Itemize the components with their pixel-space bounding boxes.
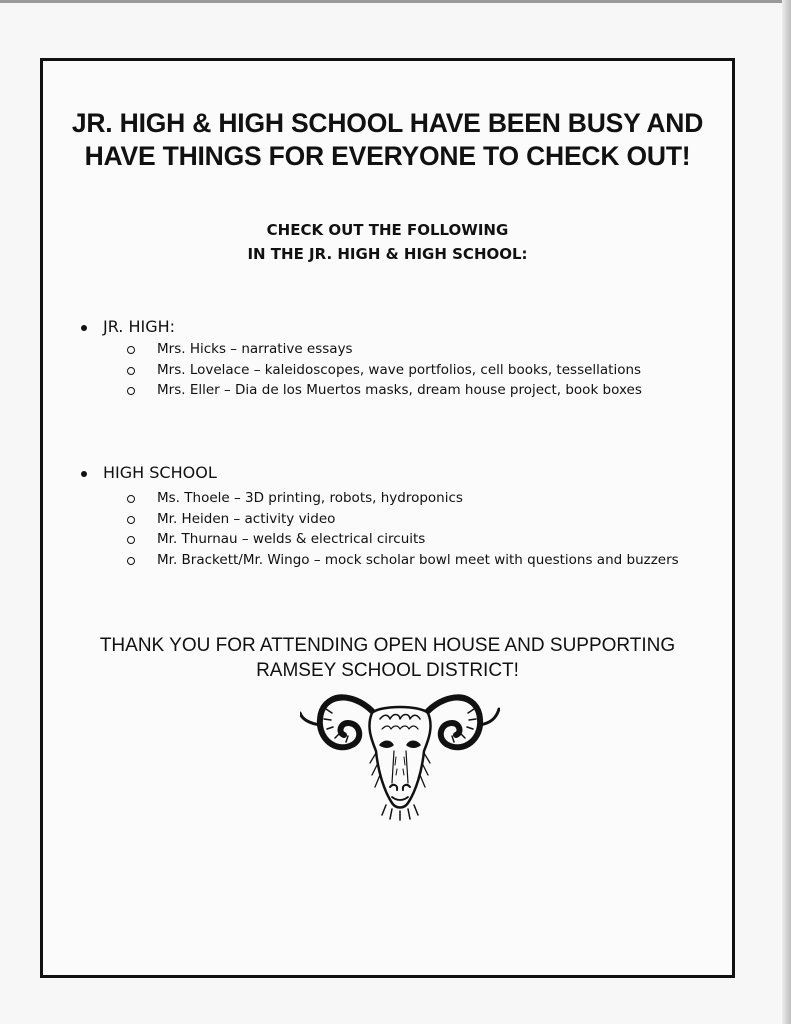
bullet-icon — [81, 471, 87, 477]
scan-edge-right — [782, 0, 791, 1024]
closing-message — [43, 633, 732, 683]
flyer-subheading-line: CHECK OUT THE FOLLOWING — [266, 221, 509, 239]
list-item — [127, 339, 642, 360]
bullet-icon — [81, 325, 87, 331]
section-heading-label: HIGH SCHOOL — [103, 463, 217, 482]
ram-head-icon — [300, 679, 500, 821]
hollow-bullet-icon — [127, 536, 135, 544]
list-item — [127, 509, 679, 530]
hollow-bullet-icon — [127, 387, 135, 395]
hollow-bullet-icon — [127, 516, 135, 524]
list-item-label: Mrs. Lovelace – kaleidoscopes, wave portfolios, cell books, tessellations — [157, 361, 642, 378]
section-jr-high — [81, 316, 642, 401]
section-heading — [81, 462, 679, 484]
section-heading — [81, 316, 642, 338]
scan-edge-top — [0, 0, 791, 3]
hollow-bullet-icon — [127, 346, 135, 354]
flyer-subheading — [43, 218, 732, 266]
flyer-sheet — [40, 58, 735, 978]
closing-line: RAMSEY SCHOOL DISTRICT! — [256, 660, 519, 681]
list-item — [127, 488, 679, 509]
hollow-bullet-icon — [127, 557, 135, 565]
list-item-label: Mr. Brackett/Mr. Wingo – mock scholar bowl meet with questions and buzzers — [157, 551, 679, 568]
section-high-school — [81, 462, 679, 570]
list-item-label: Mr. Heiden – activity video — [157, 510, 336, 527]
list-item-label: Mr. Thurnau – welds & electrical circuits — [157, 531, 426, 547]
list-item-label: Mrs. Eller – Dia de los Muertos masks, dream house project, book boxes — [157, 382, 642, 398]
hollow-bullet-icon — [127, 495, 135, 503]
flyer-title-line: JR. HIGH & HIGH SCHOOL HAVE BEEN BUSY AND — [71, 108, 704, 138]
flyer-subheading-line: IN THE JR. HIGH & HIGH SCHOOL: — [247, 245, 528, 263]
hollow-bullet-icon — [127, 367, 135, 375]
section-item-list — [127, 488, 679, 570]
closing-line: THANK YOU FOR ATTENDING OPEN HOUSE AND SUPPORTING — [99, 635, 676, 656]
list-item — [127, 550, 679, 571]
section-item-list — [127, 339, 642, 401]
list-item — [127, 529, 679, 550]
list-item — [127, 380, 642, 401]
list-item-label: Ms. Thoele – 3D printing, robots, hydroponics — [157, 490, 463, 506]
flyer-title — [43, 107, 732, 173]
list-item — [127, 360, 642, 381]
flyer-title-line: HAVE THINGS FOR EVERYONE TO CHECK OUT! — [84, 141, 691, 171]
list-item-label: Mrs. Hicks – narrative essays — [157, 341, 353, 357]
section-heading-label: JR. HIGH: — [103, 317, 176, 336]
